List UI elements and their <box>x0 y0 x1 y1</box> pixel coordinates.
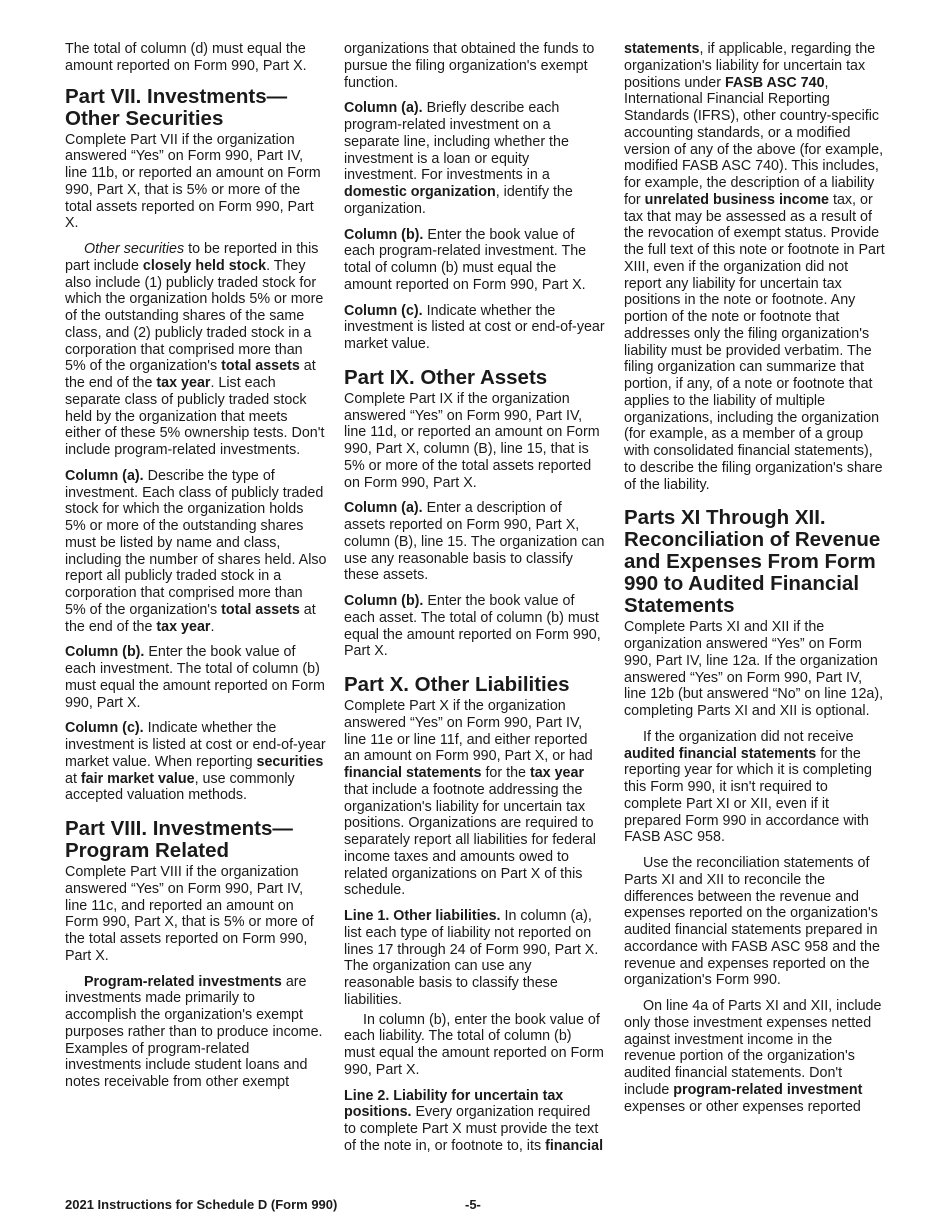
paragraph-uncertain-tax-continued: statements, if applicable, regarding the organization's liability for uncertain tax positions under FASB ASC 740, International Financial Reporting Standards (IFRS), other country-specific accounting standards, or a modified version of any of the above (for example, modified FASB ASC 740). This includes, for example, the description of a liability for unrelated business income tax, or tax that may be assessed as a result of the revocation of exempt status. Provide the full text of this note or footnote in Part XIII, even if the organization did not report any liability for uncertain tax positions in the note or footnote. Any portion of the note or footnote that addresses only the filing organization's liability must be provided verbatim. The filing organization can summarize that portion, if any, of a note or footnote that applies to the liability of multiple organizations, including the organization (for example, as a member of a group with consolidated financial statements), to describe the filing organization's share of the liability. <box>624 41 885 493</box>
paragraph-vii-column-c: Column (c). Indicate whether the investment is listed at cost or end-of-year market value. When reporting securities at fair market value, use commonly accepted valuation methods. <box>65 720 326 804</box>
paragraph-viii-column-c: Column (c). Indicate whether the investment is listed at cost or end-of-year market value. <box>344 302 605 352</box>
paragraph-parts-xi-xii-intro: Complete Parts XI and XII if the organization answered “Yes” on Form 990, Part IV, line 12a. If the organization answered “Yes” on Form 990, Part IV, line 12b (but answered “No” on line 12a), completing Parts XI and XII is optional. <box>624 619 884 719</box>
column-left <box>65 41 327 1100</box>
paragraph-line-1: Line 1. Other liabilities. In column (a), list each type of liability not reported on lines 17 through 24 of Form 990, Part X. The organization can use any reasonable basis to classify these liabilities. <box>344 908 599 1008</box>
heading-parts-xi-xii: Parts XI Through XII. Reconciliation of Revenue and Expenses From Form 990 to Audited Financial Statements <box>624 506 881 618</box>
footer-page-number: -5- <box>465 1197 481 1212</box>
paragraph-reconciliation: Use the reconciliation statements of Parts XI and XII to reconcile the differences between the revenue and expenses reported on the organization's audited financial statements prepared in accordance with FASB ASC 958 and the revenue and expenses reported on the organization's Form 990. <box>624 855 880 989</box>
paragraph-line-1-column-b: In column (b), enter the book value of each liability. The total of column (b) must equal the amount reported on Form 990, Part X. <box>344 1011 604 1078</box>
heading-part-viii: Part VIII. Investments—Program Related <box>65 817 293 862</box>
paragraph-viii-column-b: Column (b). Enter the book value of each program-related investment. The total of column (b) must equal the amount reported on Form 990, Part X. <box>344 226 587 293</box>
paragraph-col-d-total: The total of column (d) must equal the amount reported on Form 990, Part X. <box>65 41 307 74</box>
column-middle <box>344 41 606 1164</box>
paragraph-audited-statements: If the organization did not receive audited financial statements for the reporting year for which it is completing this Form 990, it isn't required to complete Part XI or XII, even if it prepared Form 990 in accordance with FASB ASC 958. <box>624 728 872 846</box>
paragraph-continued-organizations: organizations that obtained the funds to pursue the filing organization's exempt function. <box>344 41 595 91</box>
paragraph-part-vii-intro: Complete Part VII if the organization answered “Yes” on Form 990, Part IV, line 11b, or reported an amount on Form 990, Part X, that is 5% or more of the total assets reported on Form 990, Part X. <box>65 131 321 232</box>
heading-part-x: Part X. Other Liabilities <box>344 673 570 696</box>
paragraph-viii-column-a: Column (a). Briefly describe each program-related investment on a separate line, including whether the investment is a loan or equity investment. For investments in a domestic organization, identify the organization. <box>344 100 573 217</box>
column-right <box>624 41 886 1124</box>
paragraph-ix-column-a: Column (a). Enter a description of assets reported on Form 990, Part X, column (B), line 15. The organization can use any reasonable basis to classify these assets. <box>344 500 605 584</box>
paragraph-line-4a: On line 4a of Parts XI and XII, include only those investment expenses netted against investment income in the revenue portion of the organization's audited financial statements. Don't include program-related investment expenses or other expenses reported <box>624 998 882 1115</box>
paragraph-part-viii-intro: Complete Part VIII if the organization answered “Yes” on Form 990, Part IV, line 11c, and reported an amount on Form 990, Part X, that is 5% or more of the total assets reported on Form 990, Part X. <box>65 864 314 964</box>
paragraph-other-securities: Other securities to be reported in this part include closely held stock. They also include (1) publicly traded stock for which the organization holds 5% or more of the outstanding shares of the same class, and (2) publicly traded stock in a corporation that comprised more than 5% of the organization's total assets at the end of the tax year. List each separate class of publicly traded stock held by the organization that meets either of these 5% ownership tests. Don't include program-related investments. <box>65 241 325 458</box>
heading-part-ix: Part IX. Other Assets <box>344 365 548 389</box>
paragraph-part-x-intro: Complete Part X if the organization answered “Yes” on Form 990, Part IV, line 11e or line 11f, and either reported an amount on Form 990, Part X, or had financial statements for the tax year that include a footnote addressing the organization's liability for uncertain tax positions. Organizations are required to separately report all liabilities for federal income taxes and amounts owed to related organizations on Part X of this schedule. <box>344 698 596 899</box>
paragraph-program-related-investments: Program-related investments are investments made primarily to accomplish the organization's exempt purposes rather than to produce income. Examples of program-related investments include student loans and notes receivable from other exempt <box>65 973 323 1090</box>
paragraph-vii-column-b: Column (b). Enter the book value of each investment. The total of column (b) must equal the amount reported on Form 990, Part X. <box>65 644 325 711</box>
paragraph-part-ix-intro: Complete Part IX if the organization answered “Yes” on Form 990, Part IV, line 11d, or reported an amount on Form 990, Part X, column (B), line 15, that is 5% or more of the total assets reported on Form 990, Part X. <box>344 390 600 491</box>
paragraph-line-2: Line 2. Liability for uncertain tax positions. Every organization required to complete Part X must provide the text of the note in, or footnote to, its financial <box>344 1087 604 1154</box>
paragraph-ix-column-b: Column (b). Enter the book value of each asset. The total of column (b) must equal the amount reported on Form 990, Part X. <box>344 593 601 660</box>
heading-part-vii: Part VII. Investments—Other Securities <box>65 84 288 130</box>
paragraph-vii-column-a: Column (a). Describe the type of investment. Each class of publicly traded stock for which the organization holds 5% or more of the outstanding shares must be listed by name and class, including the number of shares held. Also report all publicly traded stock in a corporation that comprised more than 5% of the organization's total assets at the end of the tax year. <box>65 467 327 635</box>
footer-document-title: 2021 Instructions for Schedule D (Form 990) <box>65 1197 338 1212</box>
page-footer <box>65 1197 885 1215</box>
